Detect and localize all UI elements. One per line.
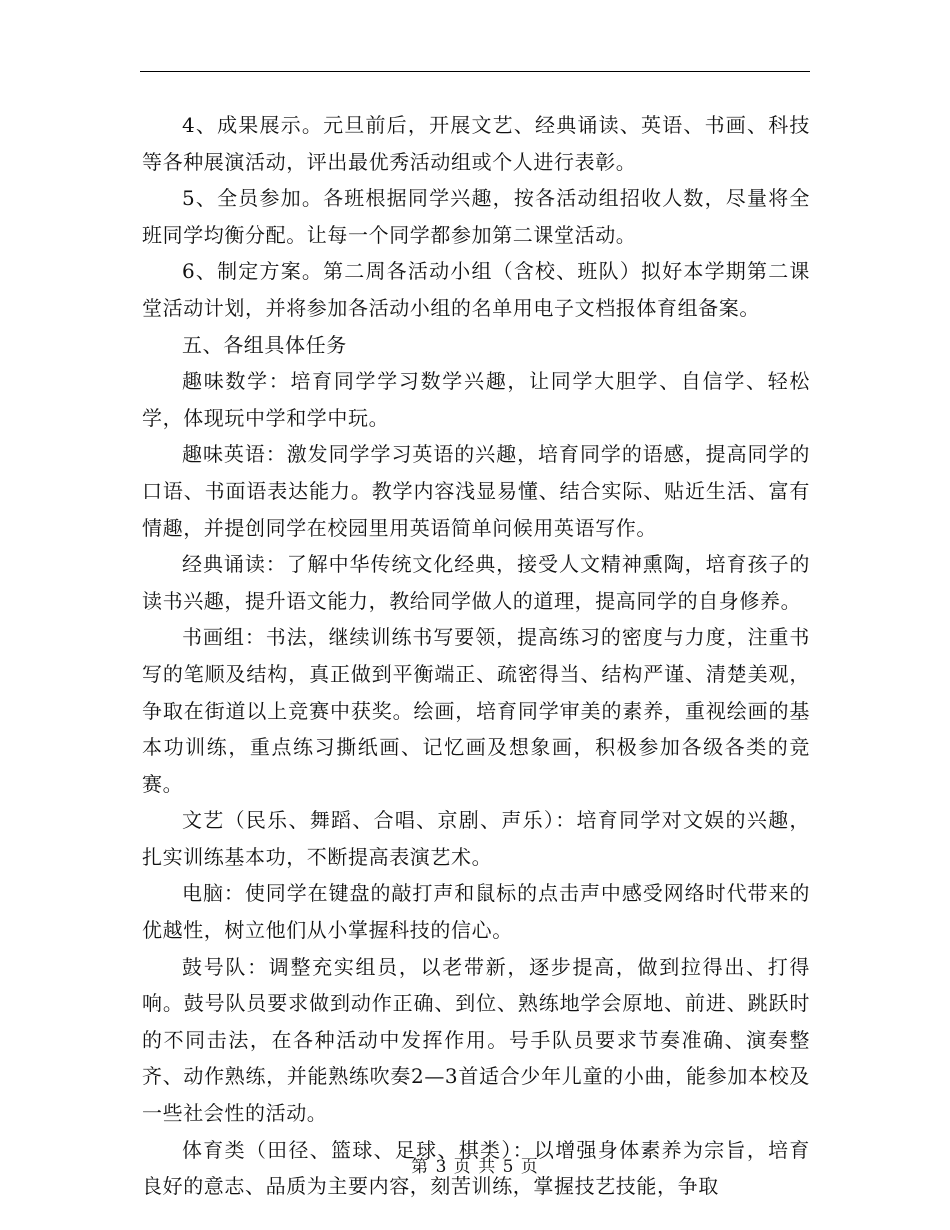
paragraph-drum-band: 鼓号队：调整充实组员，以老带新，逐步提高，做到拉得出、打得响。鼓号队员要求做到动作正确、到位、熟练地学会原地、前进、跳跃时的不同击法，在各种活动中发挥作用。号手队员要求节奏准确、演奏整齐、动作熟练，并能熟练吹奏2—3首适合少年儿童的小曲，能参加本校及一些社会性的活动。 [142, 954, 810, 1126]
footer-total-pages: 5 [502, 1157, 515, 1177]
page-footer [0, 1152, 950, 1177]
paragraph-fun-english: 趣味英语：激发同学学习英语的兴趣，培育同学的语感，提高同学的口语、书面语表达能力。教学内容浅显易懂、结合实际、贴近生活、富有情趣，并提创同学在校园里用英语简单问候用英语写作。 [142, 442, 810, 540]
paragraph-results-showcase: 4、成果展示。元旦前后，开展文艺、经典诵读、英语、书画、科技等各种展演活动，评出最优秀活动组或个人进行表彰。 [142, 113, 810, 174]
document-body [142, 107, 810, 1205]
paragraph-full-participation: 5、全员参加。各班根据同学兴趣，按各活动组招收人数，尽量将全班同学均衡分配。让每一个同学都参加第二课堂活动。 [142, 186, 810, 247]
footer-page-number: 3 [435, 1157, 448, 1177]
paragraph-performing-arts: 文艺（民乐、舞蹈、合唱、京剧、声乐）：培育同学对文娱的兴趣，扎实训练基本功，不断提高表演艺术。 [142, 808, 810, 869]
footer-suffix: 页 [520, 1157, 539, 1177]
paragraph-fun-math: 趣味数学：培育同学学习数学兴趣，让同学大胆学、自信学、轻松学，体现玩中学和学中玩。 [142, 369, 810, 430]
paragraph-calligraphy-painting: 书画组：书法，继续训练书写要领，提高练习的密度与力度，注重书写的笔顺及结构，真正做到平衡端正、疏密得当、结构严谨、清楚美观，争取在街道以上竞赛中获奖。绘画，培育同学审美的素养，重视绘画的基本功训练，重点练习撕纸画、记忆画及想象画，积极参加各级各类的竞赛。 [142, 625, 810, 796]
footer-middle: 页 共 [453, 1157, 497, 1177]
paragraph-plan-formulation: 6、制定方案。第二周各活动小组（含校、班队）拟好本学期第二课堂活动计划，并将参加各活动小组的名单用电子文档报体育组备案。 [142, 259, 810, 320]
section-heading-group-tasks: 五、各组具体任务 [182, 332, 347, 357]
footer-prefix: 第 [411, 1157, 430, 1177]
header-rule [140, 71, 810, 72]
paragraph-sports: 体育类（田径、篮球、足球、棋类）：以增强身体素养为宗旨，培育良好的意志、品质为主要内容，刻苦训练，掌握技艺技能，争取 [142, 1137, 810, 1199]
paragraph-classic-reading: 经典诵读：了解中华传统文化经典，接受人文精神熏陶，培育孩子的读书兴趣，提升语文能力，教给同学做人的道理，提高同学的自身修养。 [142, 552, 810, 613]
paragraph-computer: 电脑：使同学在键盘的敲打声和鼠标的点击声中感受网络时代带来的优越性，树立他们从小掌握科技的信心。 [142, 881, 810, 943]
